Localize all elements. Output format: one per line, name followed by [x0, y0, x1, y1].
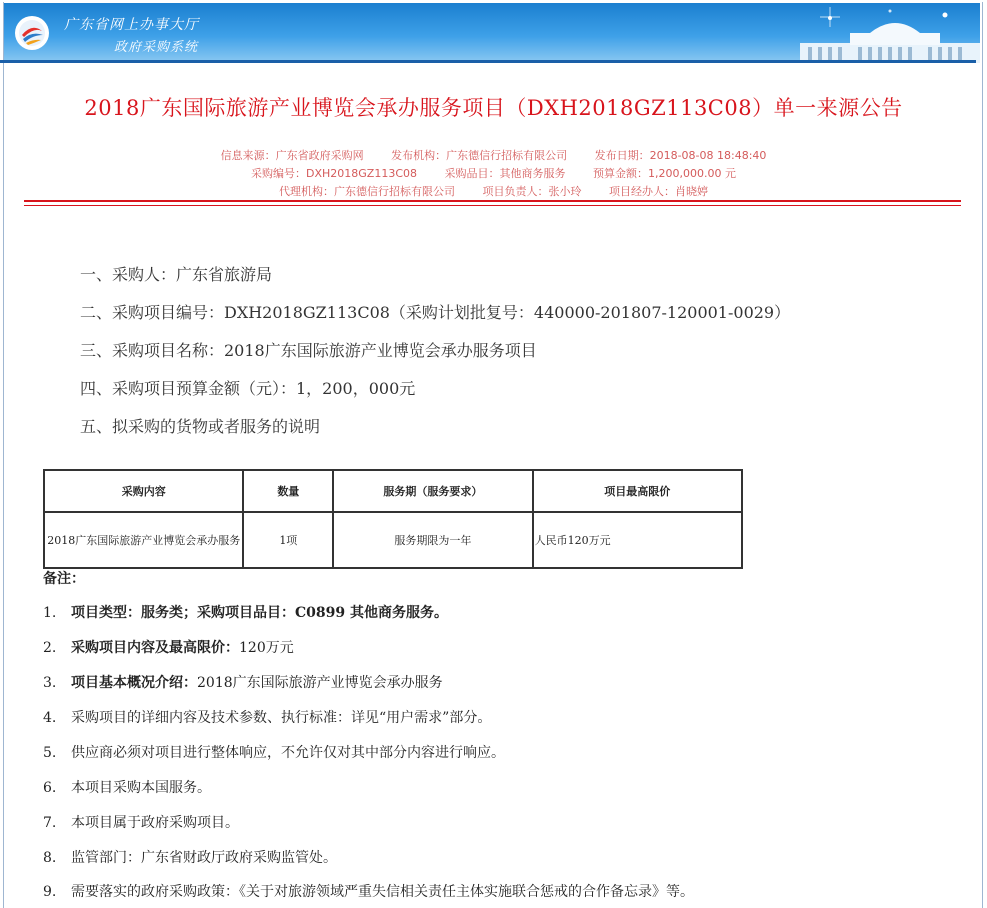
table-header-cell: 服务期（服务要求） — [333, 470, 532, 512]
notes-title: 备注： — [43, 571, 85, 587]
note-item: 7. 本项目属于政府采购项目。 — [43, 815, 239, 831]
table-header-row — [44, 470, 742, 512]
meta-date: 发布日期：2018-08-08 18:48:40 — [594, 149, 767, 162]
note-item: 8. 监管部门：广东省财政厅政府采购监管处。 — [43, 850, 337, 866]
section-description: 五、拟采购的货物或者服务的说明 — [80, 417, 321, 436]
meta-budget: 预算金额：1,200,000.00 元 — [593, 167, 736, 180]
meta-publisher: 发布机构：广东德信行招标有限公司 — [391, 149, 568, 162]
note-item: 6. 本项目采购本国服务。 — [43, 780, 211, 796]
banner-stripe — [0, 60, 976, 63]
section-budget: 四、采购项目预算金额（元）：1，200，000元 — [80, 379, 416, 398]
meta-line-3 — [0, 183, 987, 199]
table-header-cell: 数量 — [243, 470, 333, 512]
table-row — [44, 512, 742, 568]
note-item: 5. 供应商必须对项目进行整体响应，不允许仅对其中部分内容进行响应。 — [43, 745, 505, 761]
page-title: 2018广东国际旅游产业博览会承办服务项目（DXH2018GZ113C08）单一来源公告 — [84, 96, 903, 120]
page-frame — [3, 2, 983, 908]
meta-purchase-no: 采购编号：DXH2018GZ113C08 — [251, 167, 418, 180]
table-header-cell: 采购内容 — [44, 470, 243, 512]
meta-line-2 — [0, 165, 987, 181]
table-cell: 1项 — [243, 512, 333, 568]
meta-project-lead: 项目负责人：张小玲 — [482, 185, 582, 198]
table-header-cell: 项目最高限价 — [533, 470, 742, 512]
divider-thick — [24, 200, 961, 202]
note-item: 2. 采购项目内容及最高限价：120万元 — [43, 640, 294, 656]
meta-project-handler: 项目经办人：肖晓婷 — [609, 185, 708, 198]
building-illustration-icon — [680, 3, 980, 63]
note-item: 1. 项目类型：服务类；采购项目品目：C0899 其他商务服务。 — [43, 605, 448, 621]
meta-agency: 代理机构：广东德信行招标有限公司 — [279, 185, 455, 198]
site-subtitle: 政府采购系统 — [114, 40, 199, 55]
site-banner — [4, 3, 980, 63]
requirements-table — [43, 469, 743, 569]
section-project-name: 三、采购项目名称：2018广东国际旅游产业博览会承办服务项目 — [80, 341, 537, 360]
site-logo-icon[interactable] — [14, 15, 50, 51]
table-cell: 2018广东国际旅游产业博览会承办服务 — [44, 512, 243, 568]
table-cell: 服务期限为一年 — [333, 512, 532, 568]
note-item: 3. 项目基本概况介绍：2018广东国际旅游产业博览会承办服务 — [43, 675, 443, 691]
divider-thin — [24, 205, 961, 206]
section-purchaser: 一、采购人：广东省旅游局 — [80, 265, 273, 284]
meta-source: 信息来源：广东省政府采购网 — [220, 149, 364, 162]
meta-line-1 — [0, 147, 987, 163]
table-cell: 人民币120万元 — [533, 512, 742, 568]
meta-category: 采购品目：其他商务服务 — [444, 167, 566, 180]
note-item: 4. 采购项目的详细内容及技术参数、执行标准：详见“用户需求”部分。 — [43, 710, 492, 726]
note-item: 9. 需要落实的政府采购政策：《关于对旅游领域严重失信相关责任主体实施联合惩戒的合作备忘录》等。 — [43, 884, 694, 900]
site-name: 广东省网上办事大厅 — [64, 17, 199, 33]
section-project-number: 二、采购项目编号：DXH2018GZ113C08（采购计划批复号：440000-201807-120001-0029） — [80, 303, 791, 322]
